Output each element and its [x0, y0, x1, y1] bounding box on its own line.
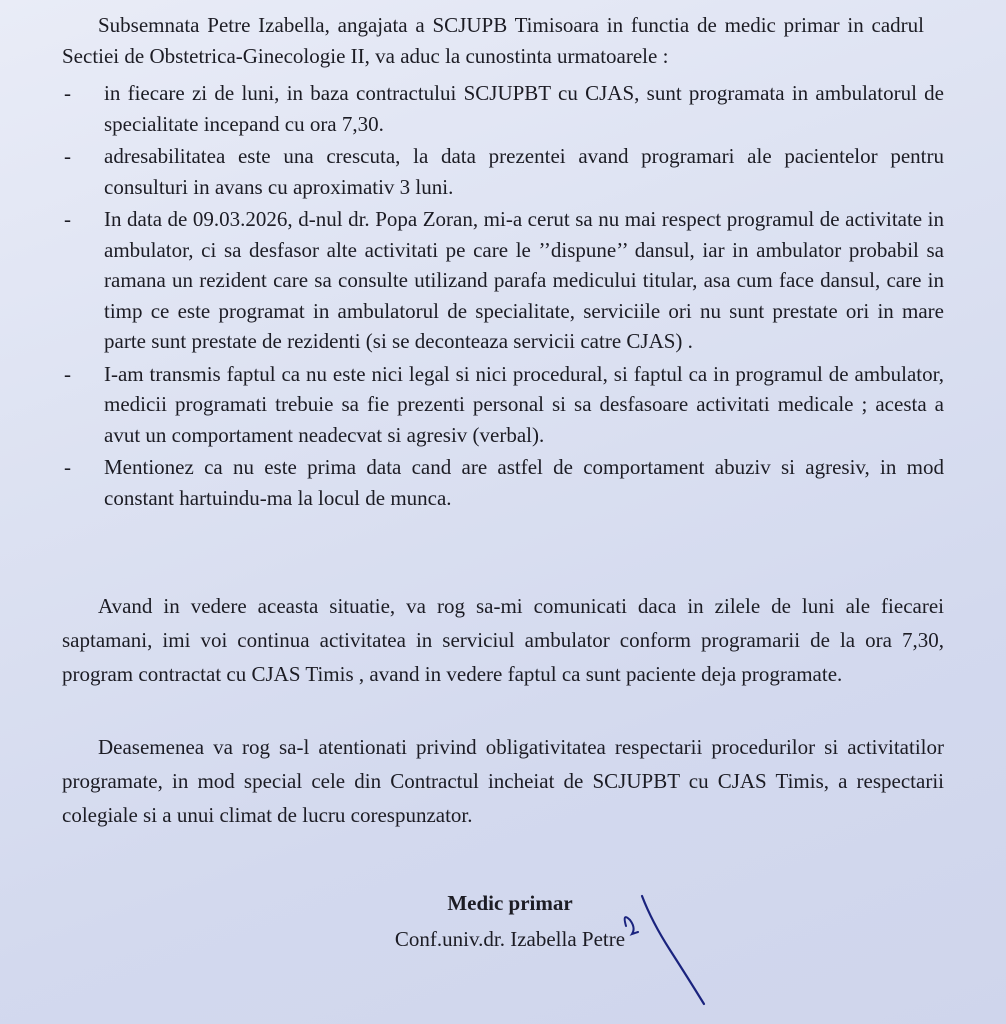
bullet-item-3: [62, 204, 944, 357]
warning-paragraph: Deasemenea va rog sa-l atentionati privind obligativitatea respectarii procedurilor si activitatilor programate, in mod special cele din Contractul incheiat de SCJUPBT cu CJAS Timis, a respectarii colegiale si a unui climat de lucru corespunzator.: [62, 735, 944, 827]
bullet-dash: -: [64, 361, 71, 386]
bullet-item-5: [62, 452, 944, 513]
bullet-dash: -: [64, 207, 71, 231]
bullet-dash: -: [64, 81, 71, 105]
bullet-text: In data de 09.03.2026, d-nul dr. Popa Zoran, mi-a cerut sa nu mai respect programul de activitate in ambulator, ci sa desfasor alte activitati pe care le ’’dispune’’ dansul, iar in ambulator probabil sa ramana un rezident care sa consulte utilizand parafa medicului titular, asa cum face dansul, care in timp ce este programat in ambulatorul de specialitate, serviciile ori nu sunt prestate ori in mare parte sunt prestate de rezidenti (si se deconteaza servicii catre CJAS) .: [104, 207, 944, 353]
bullet-dash: -: [64, 455, 71, 479]
handwritten-signature: [612, 892, 712, 1007]
bullet-text: I-am transmis faptul ca nu este nici legal si nici procedural, si faptul ca in programul de ambulator, medicii programati trebuie sa fie prezenti personal si sa desfasoare activitati medicale ; acesta a avut un comportament neadecvat si agresiv (verbal).: [104, 361, 944, 447]
signatory-name: Conf.univ.dr. Izabella Petre: [394, 927, 626, 951]
bullet-text: Mentionez ca nu este prima data cand are astfel de comportament abuziv si agresiv, in mod constant hartuindu-ma la locul de munca.: [104, 455, 944, 510]
bullet-item-1: [62, 78, 944, 139]
intro-paragraph: Subsemnata Petre Izabella, angajata a SCJUPB Timisoara in functia de medic primar in cadrul Sectiei de Obstetrica-Ginecologie II, va aduc la cunostinta urmatoarele :: [62, 13, 924, 68]
bullet-text: adresabilitatea este una crescuta, la data prezentei avand programari ale pacientelor pentru consulturi in avans cu aproximativ 3 luni.: [104, 144, 944, 199]
bullet-dash: -: [64, 144, 71, 168]
bullet-text: in fiecare zi de luni, in baza contractului SCJUPBT cu CJAS, sunt programata in ambulatorul de specialitate incepand cu ora 7,30.: [104, 81, 944, 136]
bullet-list: [62, 78, 944, 515]
bullet-item-4: [62, 359, 944, 451]
bullet-item-2: [62, 141, 944, 202]
signatory-title: Medic primar: [447, 891, 573, 915]
request-paragraph: Avand in vedere aceasta situatie, va rog sa-mi comunicati daca in zilele de luni ale fiecarei saptamani, imi voi continua activitatea in serviciul ambulator conform programarii de la ora 7,30, program contractat cu CJAS Timis , avand in vedere faptul ca sunt paciente deja programate.: [62, 594, 944, 686]
